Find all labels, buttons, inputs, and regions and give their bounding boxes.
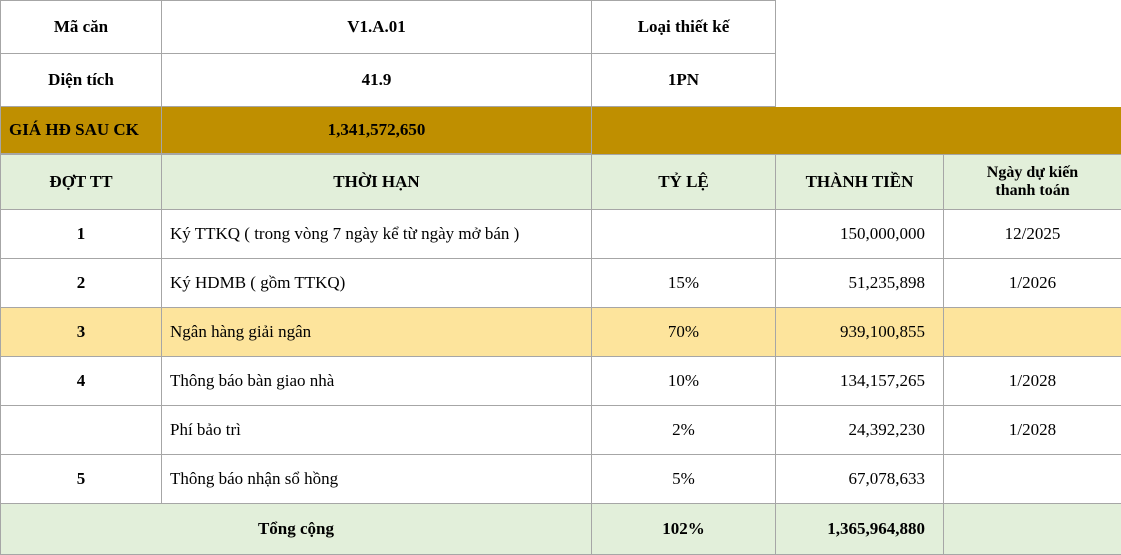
area-label: Diện tích [1,54,162,107]
row-term: Ngân hàng giải ngân [162,308,592,357]
row-date: 1/2026 [944,259,1121,308]
header-amount: THÀNH TIỀN [776,155,944,210]
table-row [1,210,1121,259]
contract-price-label: GIÁ HĐ SAU CK [1,107,162,154]
area-value: 41.9 [162,54,592,107]
total-date [944,504,1121,555]
row-amount: 134,157,265 [776,357,944,406]
unit-code-row [1,1,1121,54]
header-due-date [944,155,1121,210]
table-row [1,259,1121,308]
payment-schedule-table [0,154,1121,555]
schedule-header-row [1,155,1121,210]
spacer-cell-6 [776,107,944,154]
contract-price-row [1,107,1121,154]
header-term: THỜI HẠN [162,155,592,210]
header-due-date-line2: thanh toán [952,182,1113,200]
row-term: Ký HDMB ( gồm TTKQ) [162,259,592,308]
row-rate: 10% [592,357,776,406]
contract-price-value: 1,341,572,650 [162,107,592,154]
row-amount: 150,000,000 [776,210,944,259]
table-row [1,308,1121,357]
row-amount: 67,078,633 [776,455,944,504]
header-due-date-line1: Ngày dự kiến [952,164,1113,182]
area-row [1,54,1121,107]
row-phase [1,406,162,455]
row-date [944,308,1121,357]
total-amount: 1,365,964,880 [776,504,944,555]
spacer-cell-4 [944,54,1121,107]
unit-code-label: Mã căn [1,1,162,54]
header-rate: TỶ LỆ [592,155,776,210]
table-row [1,455,1121,504]
unit-info-table [0,0,1121,154]
header-phase: ĐỢT TT [1,155,162,210]
row-phase: 2 [1,259,162,308]
row-date: 12/2025 [944,210,1121,259]
row-date: 1/2028 [944,357,1121,406]
total-label: Tổng cộng [1,504,592,555]
total-row [1,504,1121,555]
row-phase: 1 [1,210,162,259]
spacer-cell-1 [776,1,944,54]
row-term: Phí bảo trì [162,406,592,455]
row-rate: 70% [592,308,776,357]
row-date: 1/2028 [944,406,1121,455]
spacer-cell-7 [944,107,1121,154]
unit-code-value: V1.A.01 [162,1,592,54]
row-amount: 939,100,855 [776,308,944,357]
design-type-label: Loại thiết kế [592,1,776,54]
spacer-cell-5 [592,107,776,154]
row-phase: 3 [1,308,162,357]
design-type-value: 1PN [592,54,776,107]
row-rate [592,210,776,259]
row-rate: 2% [592,406,776,455]
row-phase: 5 [1,455,162,504]
table-row [1,406,1121,455]
row-rate: 5% [592,455,776,504]
row-amount: 51,235,898 [776,259,944,308]
table-row [1,357,1121,406]
row-term: Thông báo nhận sổ hồng [162,455,592,504]
row-term: Ký TTKQ ( trong vòng 7 ngày kể từ ngày mở bán ) [162,210,592,259]
row-date [944,455,1121,504]
spacer-cell-2 [944,1,1121,54]
row-rate: 15% [592,259,776,308]
row-term: Thông báo bàn giao nhà [162,357,592,406]
spacer-cell-3 [776,54,944,107]
row-amount: 24,392,230 [776,406,944,455]
total-rate: 102% [592,504,776,555]
row-phase: 4 [1,357,162,406]
